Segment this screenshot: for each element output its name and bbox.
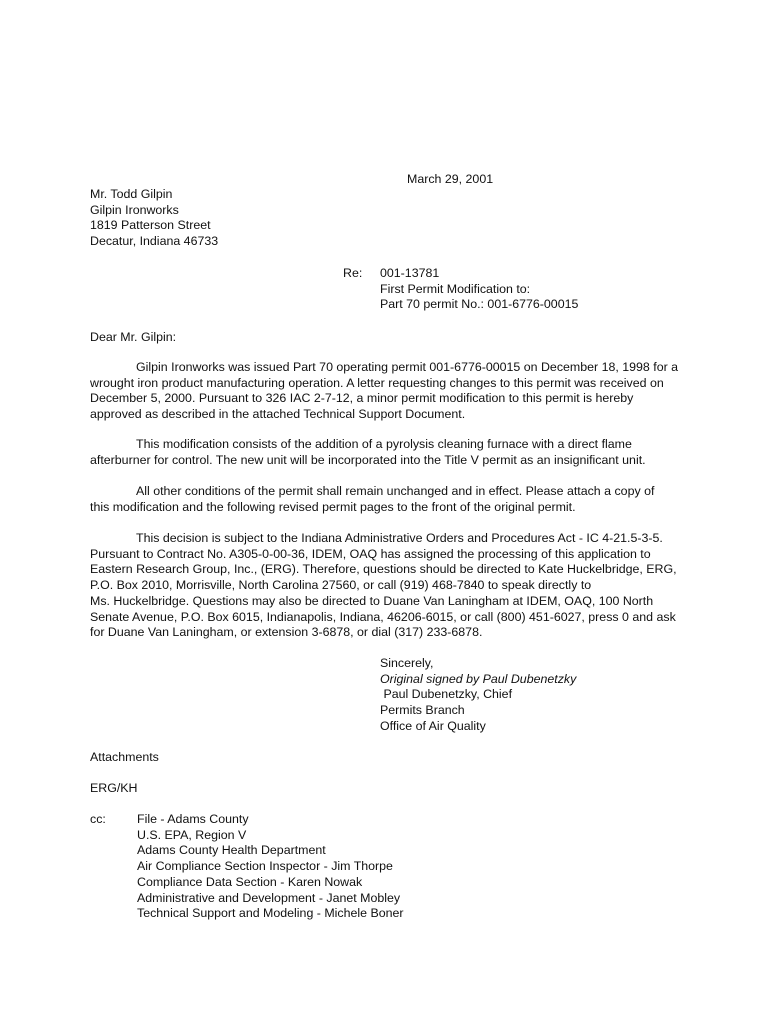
paragraph-line: wrought iron product manufacturing operation. A letter requesting changes to this permit was received on bbox=[90, 375, 664, 390]
cc-item: Administrative and Development - Janet Mobley bbox=[137, 890, 401, 905]
body-paragraph-3 bbox=[90, 484, 690, 515]
recipient-address bbox=[90, 187, 218, 250]
paragraph-line: approved as described in the attached Technical Support Document. bbox=[90, 407, 466, 422]
initials: ERG/KH bbox=[90, 781, 138, 795]
letter-date: March 29, 2001 bbox=[407, 172, 494, 186]
cc-item: Adams County Health Department bbox=[137, 843, 326, 858]
re-line: First Permit Modification to: bbox=[380, 281, 531, 296]
closing-block bbox=[380, 656, 576, 735]
re-label: Re: bbox=[343, 266, 363, 280]
attachments-label: Attachments bbox=[90, 750, 159, 764]
cc-item: Technical Support and Modeling - Michele Boner bbox=[137, 906, 404, 921]
closing-signature: Original signed by Paul Dubenetzky bbox=[380, 671, 577, 686]
paragraph-line: December 5, 2000. Pursuant to 326 IAC 2-7-12, a minor permit modification to this permit is hereby bbox=[90, 391, 634, 406]
recipient-street: 1819 Patterson Street bbox=[90, 218, 211, 233]
recipient-city: Decatur, Indiana 46733 bbox=[90, 234, 219, 249]
closing-sincerely: Sincerely, bbox=[380, 656, 434, 670]
cc-item: File - Adams County bbox=[137, 812, 249, 826]
cc-item: U.S. EPA, Region V bbox=[137, 827, 247, 842]
closing-signer-name: Paul Dubenetzky, Chief bbox=[380, 687, 513, 702]
paragraph-line: this modification and the following revised permit pages to the front of the original permit. bbox=[90, 499, 576, 514]
re-line: 001-13781 bbox=[380, 266, 440, 280]
cc-label: cc: bbox=[90, 812, 106, 826]
paragraph-line: Gilpin Ironworks was issued Part 70 operating permit 001-6776-00015 on December 18, 1998 for a bbox=[136, 360, 679, 374]
paragraph-line: This modification consists of the addition of a pyrolysis cleaning furnace with a direct flame bbox=[136, 437, 632, 451]
salutation: Dear Mr. Gilpin: bbox=[90, 330, 177, 344]
closing-office: Office of Air Quality bbox=[380, 718, 486, 733]
paragraph-line: All other conditions of the permit shall remain unchanged and in effect. Please attach a copy of bbox=[136, 484, 655, 498]
paragraph-line: for Duane Van Laningham, or extension 3-6878, or dial (317) 233-6878. bbox=[90, 625, 483, 640]
body-paragraph-2 bbox=[90, 437, 690, 468]
cc-item: Compliance Data Section - Karen Nowak bbox=[137, 874, 363, 889]
paragraph-line: Ms. Huckelbridge. Questions may also be directed to Duane Van Laningham at IDEM, OAQ, 100 North bbox=[90, 593, 654, 608]
re-block bbox=[380, 266, 578, 313]
paragraph-line: This decision is subject to the Indiana Administrative Orders and Procedures Act - IC 4-21.5-3-5. bbox=[136, 531, 663, 545]
paragraph-line: Eastern Research Group, Inc., (ERG). Therefore, questions should be directed to Kate Huckelbridge, ERG, bbox=[90, 562, 677, 577]
paragraph-line: P.O. Box 2010, Morrisville, North Carolina 27560, or call (919) 468-7840 to speak directly to bbox=[90, 578, 592, 593]
body-paragraph-1 bbox=[90, 360, 690, 423]
cc-item: Air Compliance Section Inspector - Jim Thorpe bbox=[137, 859, 393, 874]
body-paragraph-4 bbox=[90, 531, 690, 641]
re-line: Part 70 permit No.: 001-6776-00015 bbox=[380, 297, 579, 312]
paragraph-line: Pursuant to Contract No. A305-0-00-36, IDEM, OAQ has assigned the processing of this application to bbox=[90, 546, 651, 561]
recipient-name: Mr. Todd Gilpin bbox=[90, 187, 173, 201]
paragraph-line: afterburner for control. The new unit will be incorporated into the Title V permit as an insignificant unit. bbox=[90, 452, 646, 467]
cc-list bbox=[137, 812, 404, 922]
recipient-company: Gilpin Ironworks bbox=[90, 202, 179, 217]
paragraph-line: Senate Avenue, P.O. Box 6015, Indianapolis, Indiana, 46206-6015, or call (800) 451-6027, press 0 and ask bbox=[90, 609, 676, 624]
closing-branch: Permits Branch bbox=[380, 703, 465, 718]
